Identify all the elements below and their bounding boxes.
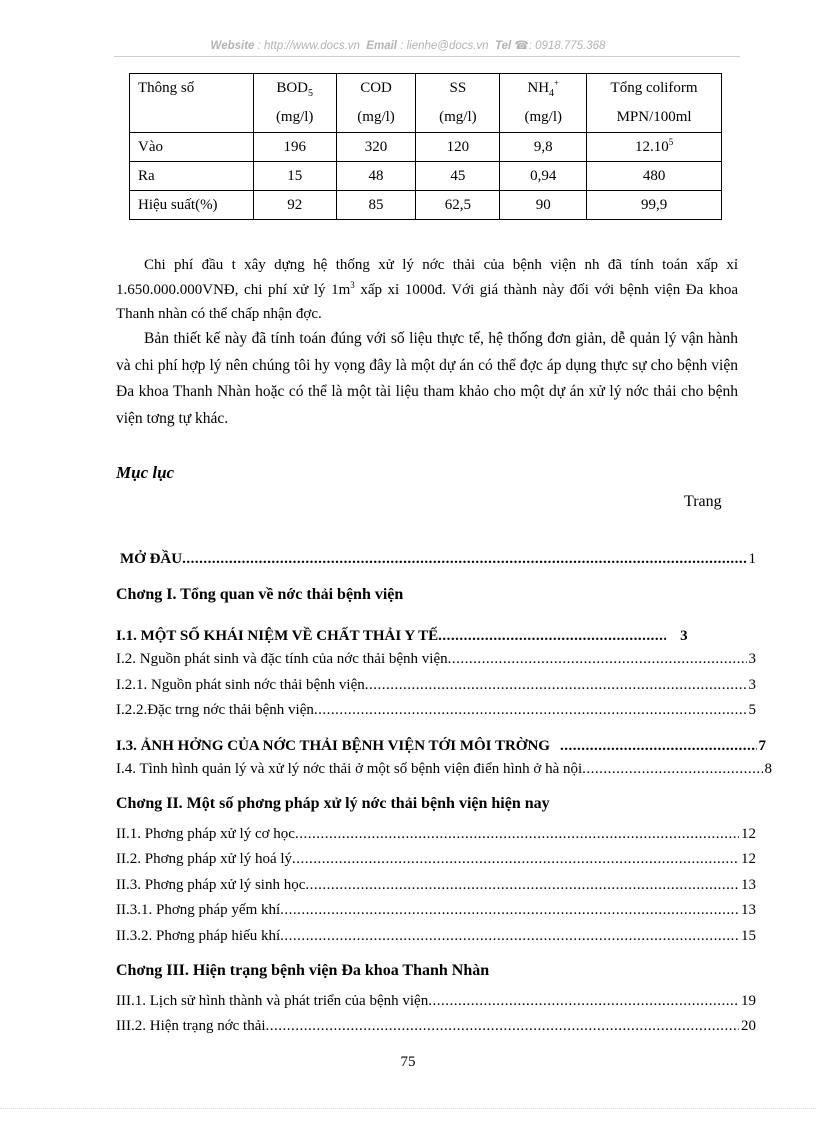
table-cell: 92 (253, 191, 336, 220)
table-cell: 120 (416, 133, 500, 162)
toc-entry[interactable]: III.1. Lịch sử hình thành và phát triển của bệnh viện ..... 19 (116, 993, 756, 1010)
toc-entry[interactable]: I.1. MỘT SỐ KHÁI NIỆM VỀ CHẤT THẢI Y TẾ ..... 3 (116, 628, 758, 645)
table-cell: 320 (336, 133, 416, 162)
table-cell: 48 (336, 162, 416, 191)
toc-entry[interactable]: I.4. Tình hình quản lý và xử lý nớc thải ở một số bệnh viện điển hình ở hà nội ..... 8 (116, 761, 772, 778)
table-cell: 480 (587, 162, 722, 191)
table-row-input (130, 133, 722, 162)
toc-entry[interactable]: II.2. Phơng pháp xử lý hoá lý ..... 12 (116, 851, 756, 868)
website-value[interactable]: : http://www.docs.vn (257, 40, 360, 52)
cost-paragraph: Chi phí đầu t xây dựng hệ thống xử lý nớc thải của bệnh viện nh đã tính toán xấp xỉ 1.650.000.000VNĐ, chi phí xử lý $1m^3$ xấp xỉ 1000đ. Với giá thành này đối với bệnh viện Đa khoa Thanh nhàn có thể chấp nhận đợc. (116, 257, 738, 322)
table-cell: 196 (253, 133, 336, 162)
table-cell: 85 (336, 191, 416, 220)
row-label: Hiệu suất(%) (130, 191, 254, 220)
table-cell: 90 (500, 191, 587, 220)
conclusion-paragraph: Bản thiết kế này đã tính toán đúng với số liệu thực tế, hệ thống đơn giản, dễ quản lý vận hành và chi phí hợp lý nên chúng tôi hy vọng đây là một dự án có thể đợc áp dụng thực sự cho bệnh viện Đa khoa Thanh Nhàn hoặc có thể là một tài liệu tham khảo cho một dự án xử lý nớc thải cho bệnh viện tơng tự khác. (116, 330, 738, 427)
email-label: Email (366, 40, 397, 52)
table-row-output (130, 162, 722, 191)
table-header-row (130, 74, 722, 133)
toc-chapter-2[interactable]: Chơng II. Một số phơng pháp xử lý nớc thải bệnh viện hiện nay (116, 795, 550, 812)
header-cell-parameter: Thông số (130, 74, 254, 133)
telephone-icon: ☎ (514, 40, 529, 52)
website-label: Website (210, 40, 255, 52)
toc-entry[interactable]: II.3.1. Phơng pháp yếm khí ..... 13 (116, 902, 756, 919)
toc-entry[interactable]: II.3. Phơng pháp xử lý sinh học ..... 13 (116, 877, 756, 894)
row-label: Ra (130, 162, 254, 191)
header-cell-nh4: $NH_4^+$ (mg/l) (500, 74, 587, 133)
page-bottom-divider (0, 1108, 816, 1109)
tel-value: : 0918.775.368 (528, 40, 606, 52)
table-cell: 9,8 (500, 133, 587, 162)
toc-entry[interactable]: II.3.2. Phơng pháp hiếu khí ..... 15 (116, 928, 756, 945)
toc-entry[interactable]: I.2. Nguồn phát sinh và đặc tính của nớc thải bệnh viện ..... 3 (116, 651, 756, 668)
table-cell: 15 (253, 162, 336, 191)
header-cell-bod5: $BOD_5$ (mg/l) (253, 74, 336, 133)
toc-page-column-label: Trang (684, 493, 722, 510)
toc-entry[interactable]: MỞ ĐẦU ..... 1 (120, 551, 756, 568)
page-header (0, 38, 816, 52)
toc-entry[interactable]: II.1. Phơng pháp xử lý cơ học ..... 12 (116, 826, 756, 843)
table-cell: 0,94 (500, 162, 587, 191)
toc-entry[interactable]: I.2.1. Nguồn phát sinh nớc thải bệnh viện ..... 3 (116, 677, 756, 694)
table-cell: 45 (416, 162, 500, 191)
header-cell-cod: COD (mg/l) (336, 74, 416, 133)
toc-chapter-3[interactable]: Chơng III. Hiện trạng bệnh viện Đa khoa Thanh Nhàn (116, 962, 490, 979)
table-cell: 12.10$^5$ (587, 133, 722, 162)
toc-entry[interactable]: III.2. Hiện trạng nớc thải ..... 20 (116, 1018, 756, 1035)
header-divider (114, 56, 740, 57)
toc-entry[interactable]: I.2.2.Đặc trng nớc thải bệnh viện ..... 5 (116, 702, 756, 719)
header-cell-coliform: Tổng coliform MPN/100ml (587, 74, 722, 133)
tel-label: Tel (494, 40, 512, 52)
row-label: Vào (130, 133, 254, 162)
header-cell-ss: SS (mg/l) (416, 74, 500, 133)
email-value[interactable]: : lienhe@docs.vn (400, 40, 489, 52)
toc-entry[interactable]: I.3. ẢNH HỞNG CỦA NỚC THẢI BỆNH VIỆN TỚI MÔI TRỜNG ..... 7 (116, 738, 766, 755)
page-number: 75 (400, 1054, 416, 1070)
water-quality-table (129, 73, 722, 220)
toc-chapter-1[interactable]: Chơng I. Tổng quan về nớc thải bệnh viện (116, 586, 404, 603)
table-cell: 62,5 (416, 191, 500, 220)
toc-title: Mục lục (116, 463, 175, 482)
table-row-efficiency (130, 191, 722, 220)
table-cell: 99,9 (587, 191, 722, 220)
